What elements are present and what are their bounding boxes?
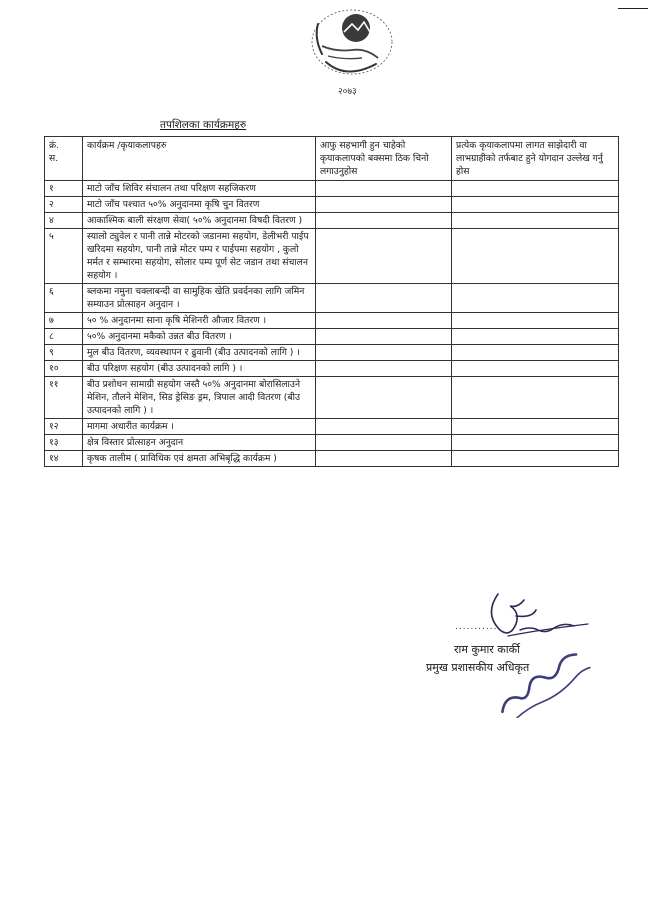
signature-dots: ............ <box>455 622 502 632</box>
row-program: ५० % अनुदानमा साना कृषि मेशिनरी औजार वितरण । <box>83 313 316 329</box>
row-contribution-box[interactable] <box>452 229 619 284</box>
signer-name: राम कुमार कार्की <box>454 643 520 656</box>
table-row <box>45 345 619 361</box>
row-serial: १२ <box>45 419 83 435</box>
row-serial: ४ <box>45 213 83 229</box>
official-stamp-icon <box>486 648 606 718</box>
row-participation-box[interactable] <box>316 313 452 329</box>
row-contribution-box[interactable] <box>452 451 619 467</box>
table-row <box>45 361 619 377</box>
row-contribution-box[interactable] <box>452 197 619 213</box>
row-serial: ५ <box>45 229 83 284</box>
row-participation-box[interactable] <box>316 181 452 197</box>
row-serial: १ <box>45 181 83 197</box>
municipality-seal-icon <box>300 6 396 86</box>
table-row <box>45 435 619 451</box>
row-participation-box[interactable] <box>316 213 452 229</box>
row-contribution-box[interactable] <box>452 419 619 435</box>
row-serial: १३ <box>45 435 83 451</box>
row-contribution-box[interactable] <box>452 345 619 361</box>
row-serial: १४ <box>45 451 83 467</box>
header-participation: आफु सहभागी हुन चाहेको कृयाकलापको बक्समा ठिक चिनो लगाउनुहोस <box>316 137 452 181</box>
row-contribution-box[interactable] <box>452 435 619 451</box>
row-contribution-box[interactable] <box>452 329 619 345</box>
row-participation-box[interactable] <box>316 197 452 213</box>
row-serial: ९ <box>45 345 83 361</box>
row-serial: ६ <box>45 284 83 313</box>
header-contribution: प्रत्येक कृयाकलापमा लागत साझेदारी वा लाभग्राहीको तर्फबाट हुने योगदान उल्लेख गर्नु होस <box>452 137 619 181</box>
table-row <box>45 377 619 419</box>
row-participation-box[interactable] <box>316 377 452 419</box>
header-serial-number: क्रं. स. <box>45 137 83 181</box>
table-row <box>45 451 619 467</box>
table-row <box>45 229 619 284</box>
row-contribution-box[interactable] <box>452 284 619 313</box>
row-participation-box[interactable] <box>316 419 452 435</box>
row-program: बीउ परिक्षण सहयोग (बीउ उत्पादनको लागि ) । <box>83 361 316 377</box>
row-serial: ११ <box>45 377 83 419</box>
row-participation-box[interactable] <box>316 284 452 313</box>
row-participation-box[interactable] <box>316 451 452 467</box>
row-program: माटो जाँच पश्चात ५०% अनुदानमा कृषि चुन वितरण <box>83 197 316 213</box>
table-row <box>45 313 619 329</box>
row-serial: ७ <box>45 313 83 329</box>
table-row <box>45 181 619 197</box>
table-header-row <box>45 137 619 181</box>
row-serial: १० <box>45 361 83 377</box>
seal-number: २०७३ <box>338 87 357 97</box>
row-participation-box[interactable] <box>316 435 452 451</box>
row-program: क्षेत्र विस्तार प्रोत्साहन अनुदान <box>83 435 316 451</box>
row-contribution-box[interactable] <box>452 313 619 329</box>
table-row <box>45 213 619 229</box>
table-row <box>45 284 619 313</box>
table-row <box>45 419 619 435</box>
row-contribution-box[interactable] <box>452 213 619 229</box>
row-program: मुल बीउ वितरण, व्यवस्थापन र ढुवानी (बीउ उत्पादनको लागि ) । <box>83 345 316 361</box>
handwritten-signature-icon <box>468 586 598 646</box>
row-contribution-box[interactable] <box>452 377 619 419</box>
signer-title: प्रमुख प्रशासकीय अधिकृत <box>426 661 530 674</box>
row-program: बीउ प्रशोधन सामाग्री सहयोग जस्तै ५०% अनुदानमा बोरासिलाउने मेशिन, तौलने मेशिन, सिड ड्रेसिङ ड्रम, त्रिपाल आदी वितरण (बीउ उत्पादनको लागि ) । <box>83 377 316 419</box>
table-row <box>45 329 619 345</box>
row-contribution-box[interactable] <box>452 361 619 377</box>
header-program: कार्यक्रम /कृयाकलापहरु <box>83 137 316 181</box>
row-program: आकाश्मिक बाली संरक्षण सेवा( ५०% अनुदानमा विषदी वितरण ) <box>83 213 316 229</box>
row-participation-box[interactable] <box>316 329 452 345</box>
row-contribution-box[interactable] <box>452 181 619 197</box>
row-participation-box[interactable] <box>316 229 452 284</box>
row-program: मागमा अधारीत कार्यक्रम । <box>83 419 316 435</box>
row-program: स्यालो ट्युवेल र पानी तान्ने मोटरको जडानमा सहयोग, डेलीभरी पाईप खरिदमा सहयोग, पानी तान्ने मोटर पम्प र पाईपमा सहयोग , कुलो मर्मत र सम्भारमा सहयोग, सोलार पम्प पूर्ण सेट जडान तथा संचालन सहयोग । <box>83 229 316 284</box>
top-edge-rule <box>618 8 648 9</box>
row-program: माटो जाँच शिविर संचालन तथा परिक्षण सहजिकरण <box>83 181 316 197</box>
programs-table <box>44 136 619 467</box>
table-row <box>45 197 619 213</box>
row-serial: २ <box>45 197 83 213</box>
row-participation-box[interactable] <box>316 345 452 361</box>
row-participation-box[interactable] <box>316 361 452 377</box>
row-serial: ८ <box>45 329 83 345</box>
row-program: ब्लकमा नमुना चक्लाबन्दी वा सामुहिक खेति प्रवर्दनका लागि जमिन सम्याउन प्रोत्साहन अनुदान । <box>83 284 316 313</box>
page-heading: तपशिलका कार्यक्रमहरु <box>160 119 247 131</box>
row-program: ५०% अनुदानमा मकैको उन्नत बीउ वितरण । <box>83 329 316 345</box>
row-program: कृषक तालीम ( प्राविधिक एवं क्षमता अभिबृद्धि कार्यक्रम ) <box>83 451 316 467</box>
